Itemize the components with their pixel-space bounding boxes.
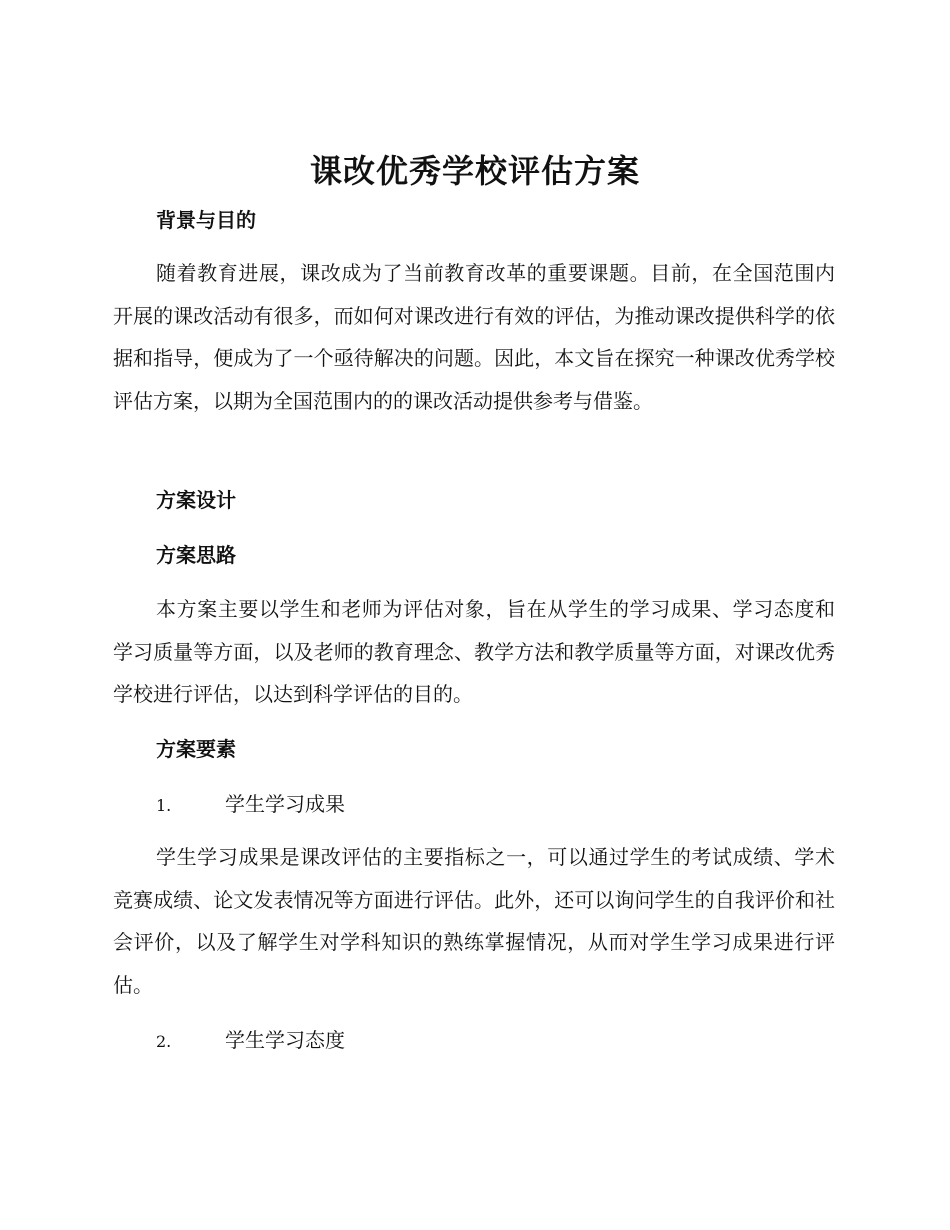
list-item-label: 学生学习态度	[225, 1028, 345, 1052]
list-item-number: 1.	[156, 796, 172, 815]
paragraph-item1: 学生学习成果是课改评估的主要指标之一，可以通过学生的考试成绩、学术竞赛成绩、论文发表情况等方面进行评估。此外，还可以询问学生的自我评价和社会评价，以及了解学生对学科知识的熟练掌握情况，从而对学生学习成果进行评估。	[113, 845, 835, 997]
list-item-label: 学生学习成果	[225, 792, 345, 816]
section-heading-design: 方案设计	[156, 488, 236, 512]
list-item-1	[156, 789, 756, 821]
paragraph-background: 随着教育进展，课改成为了当前教育改革的重要课题。目前，在全国范围内开展的课改活动有很多，而如何对课改进行有效的评估，为推动课改提供科学的依据和指导，便成为了一个亟待解决的问题。因此，本文旨在探究一种课改优秀学校评估方案，以期为全国范围内的的课改活动提供参考与借鉴。	[113, 261, 835, 413]
section-heading-elements: 方案要素	[156, 737, 236, 761]
document-title: 课改优秀学校评估方案	[309, 152, 640, 190]
section-heading-background: 背景与目的	[156, 208, 256, 232]
list-item-number: 2.	[156, 1032, 172, 1051]
paragraph-approach: 本方案主要以学生和老师为评估对象，旨在从学生的学习成果、学习态度和学习质量等方面，以及老师的教育理念、教学方法和教学质量等方面，对课改优秀学校进行评估，以达到科学评估的目的。	[113, 597, 835, 706]
list-item-2	[156, 1025, 756, 1057]
section-heading-approach: 方案思路	[156, 543, 236, 567]
